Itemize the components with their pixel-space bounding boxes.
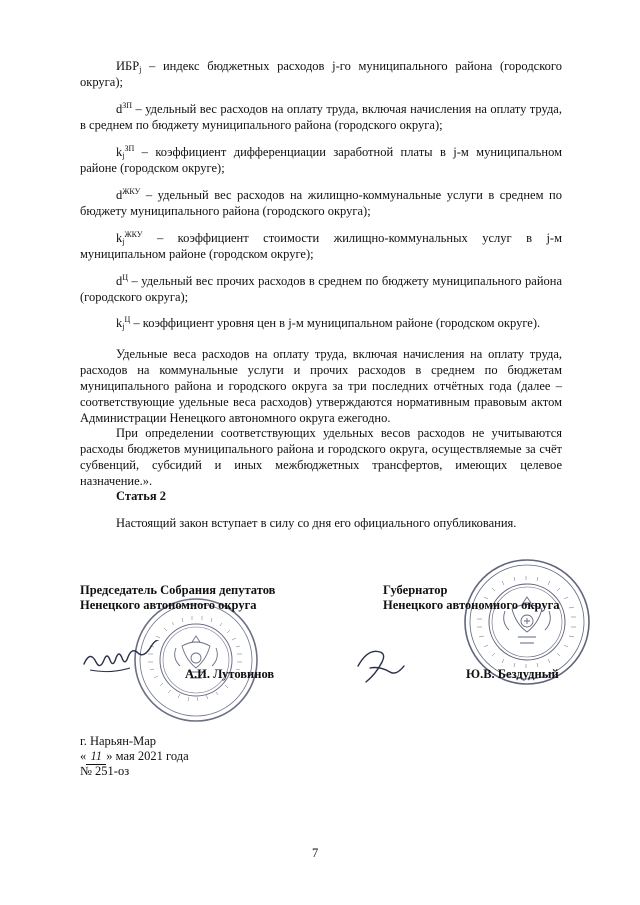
left-signatory-title-line2: Ненецкого автономного округа [80, 598, 257, 612]
left-signatory-name: А.И. Лутовинов [185, 667, 275, 681]
left-handwritten-signature [80, 640, 170, 680]
law-number: № 251-оз [80, 764, 130, 778]
definition-d-zp: $d^{ЗП}$ – удельный вес расходов на оплату труда, включая начисления на оплату труда, в среднем по бюджету муниципального района (городского округа); [80, 101, 562, 132]
right-signatory-name: Ю.В. Бездудный [466, 667, 559, 681]
right-signatory-title-line1: Губернатор [383, 583, 448, 597]
article-2-heading: Статья 2 [116, 489, 166, 503]
page-number: 7 [312, 846, 319, 860]
definition-k-c: $k_j^Ц$ – коэффициент уровня цен в j-м муниципальном районе (городском округе). [116, 315, 541, 331]
place-of-signing: г. Нарьян-Мар [80, 734, 157, 748]
definition-ibr: $ИБР_j$ – индекс бюджетных расходов j-го муниципального района (городского округа); [80, 59, 562, 89]
article-2-text: Настоящий закон вступает в силу со дня его официального опубликования. [116, 516, 517, 530]
definition-d-c: $d^Ц$ – удельный вес прочих расходов в среднем по бюджету муниципального района (городского округа); [80, 273, 562, 304]
right-handwritten-signature [352, 640, 412, 690]
right-signatory-title-line2: Ненецкого автономного округа [383, 598, 560, 612]
left-signatory-title-line1: Председатель Собрания депутатов [80, 583, 276, 597]
paragraph-exclusion: При определении соответствующих удельных весов расходов не учитываются расходы бюджетов муниципального района и городского округа, осуществляемые за счёт субвенций, субсидий и иных межбюджетных трансфертов, имеющих целевое назначение.». [80, 426, 562, 488]
definition-k-zhku: $k_j^{ЖКУ}$ – коэффициент стоимости жилищно-коммунальных услуг в j-м муниципальном районе (городском округе); [80, 230, 562, 261]
signing-date: « 11 » мая 2021 года [80, 749, 189, 763]
signing-date-day: 11 [86, 748, 106, 765]
definition-d-zhku: $d^{ЖКУ}$ – удельный вес расходов на жилищно-коммунальные услуги в среднем по бюджету муниципального района (городского округа); [80, 187, 562, 218]
paragraph-weights: Удельные веса расходов на оплату труда, включая начисления на оплату труда, расходов на коммунальные услуги и прочих расходов в среднем по бюджетам муниципального района и городского округа за три последних отчётных года (далее – соответствующие удельные веса расходов) утверждаются нормативным правовым актом Администрации Ненецкого автономного округа ежегодно. [80, 347, 562, 425]
definition-k-zp: $k_j^{ЗП}$ – коэффициент дифференциации заработной платы в j-м муниципальном районе (городском округе); [80, 144, 562, 175]
